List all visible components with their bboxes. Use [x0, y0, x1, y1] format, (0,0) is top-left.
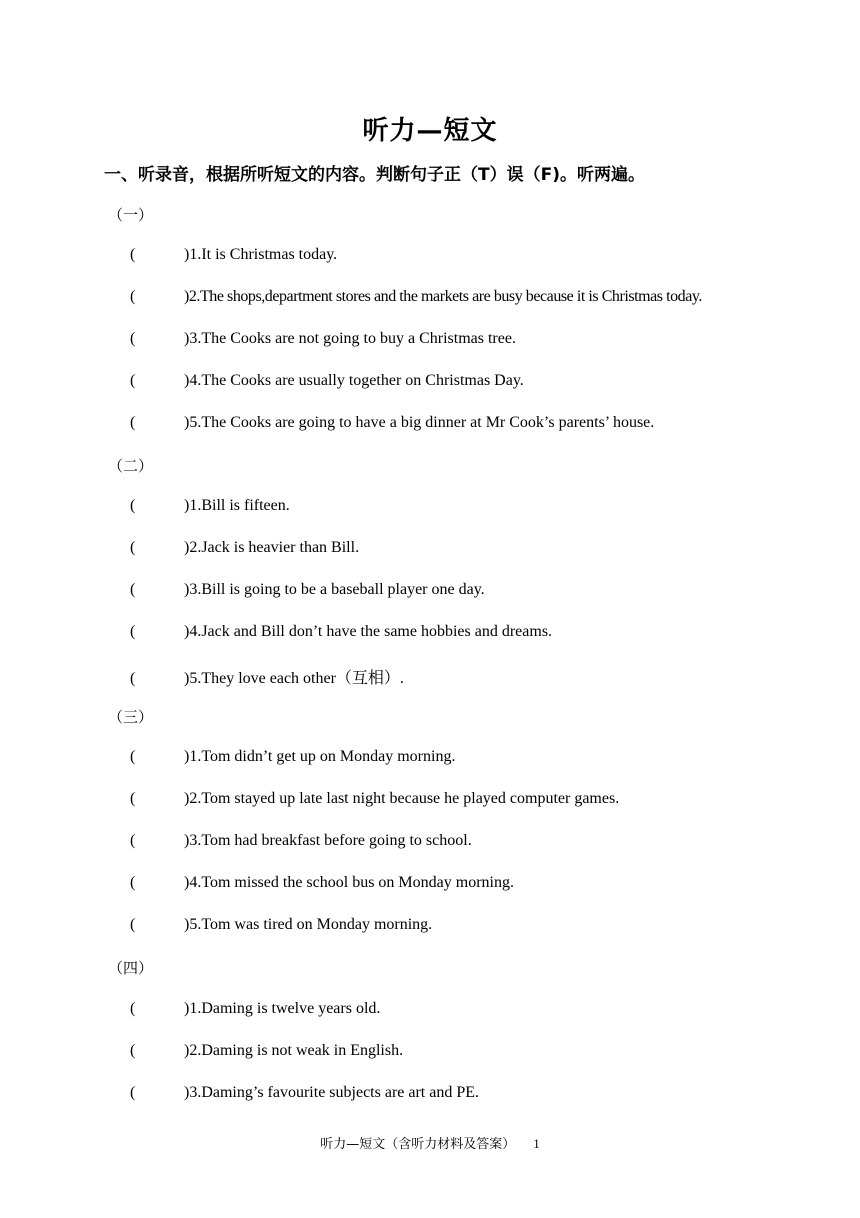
question-item [130, 497, 290, 515]
answer-bracket[interactable]: ( [130, 1084, 136, 1101]
answer-bracket[interactable]: ( [130, 790, 136, 807]
footer-text: 听力—短文（含听力材料及答案） [320, 1137, 516, 1152]
question-item [130, 832, 472, 850]
question-item [130, 539, 359, 557]
answer-bracket[interactable]: ( [130, 497, 136, 514]
question-text: )3.Daming’s favourite subjects are art and PE. [184, 1084, 480, 1101]
answer-bracket[interactable]: ( [130, 916, 136, 933]
answer-bracket[interactable]: ( [130, 874, 136, 891]
question-text: )3.Tom had breakfast before going to school. [184, 832, 472, 849]
question-item [130, 246, 337, 264]
question-item [130, 874, 514, 892]
question-item [130, 665, 404, 688]
question-text: )2.Daming is not weak in English. [184, 1042, 404, 1059]
answer-bracket[interactable]: ( [130, 330, 136, 347]
question-text: )4.Tom missed the school bus on Monday morning. [184, 874, 514, 891]
question-item [130, 1000, 380, 1018]
question-text: )3.The Cooks are not going to buy a Christmas tree. [184, 330, 516, 347]
page-footer [0, 1133, 860, 1152]
question-text: )5.They love each other（互相）. [184, 670, 404, 687]
answer-bracket[interactable]: ( [130, 748, 136, 765]
question-text: )2.The shops,department stores and the markets are busy because it is Christmas today. [184, 288, 702, 305]
question-text: )3.Bill is going to be a baseball player one day. [184, 581, 485, 598]
answer-bracket[interactable]: ( [130, 539, 136, 556]
question-text: )4.Jack and Bill don’t have the same hobbies and dreams. [184, 623, 553, 640]
section-label: （三） [108, 708, 154, 726]
question-item [130, 748, 455, 766]
answer-bracket[interactable]: ( [130, 414, 136, 431]
question-item [130, 916, 432, 934]
section-label: （一） [108, 206, 154, 224]
question-item [130, 581, 485, 599]
page-number: 1 [533, 1136, 540, 1151]
answer-bracket[interactable]: ( [130, 372, 136, 389]
answer-bracket[interactable]: ( [130, 832, 136, 849]
question-text: )1.It is Christmas today. [184, 246, 338, 263]
question-text: )2.Tom stayed up late last night because he played computer games. [184, 790, 620, 807]
answer-bracket[interactable]: ( [130, 670, 136, 687]
answer-bracket[interactable]: ( [130, 1042, 136, 1059]
question-item [130, 414, 654, 432]
question-item [130, 330, 516, 348]
section-label: （四） [108, 959, 154, 977]
answer-bracket[interactable]: ( [130, 246, 136, 263]
question-item [130, 623, 552, 641]
section-label: （二） [108, 457, 154, 475]
question-text: )5.Tom was tired on Monday morning. [184, 916, 433, 933]
answer-bracket[interactable]: ( [130, 1000, 136, 1017]
question-text: )4.The Cooks are usually together on Christmas Day. [184, 372, 524, 389]
question-item [130, 1042, 403, 1060]
question-item [130, 372, 524, 390]
question-text: )1.Daming is twelve years old. [184, 1000, 381, 1017]
question-text: )5.The Cooks are going to have a big dinner at Mr Cook’s parents’ house. [184, 414, 655, 431]
answer-bracket[interactable]: ( [130, 288, 136, 305]
page-title: 听力—短文 [362, 116, 498, 146]
question-text: )2.Jack is heavier than Bill. [184, 539, 360, 556]
question-item [130, 1084, 479, 1102]
question-item [130, 790, 619, 808]
answer-bracket[interactable]: ( [130, 623, 136, 640]
question-item [130, 288, 702, 306]
question-text: )1.Bill is fifteen. [184, 497, 290, 514]
answer-bracket[interactable]: ( [130, 581, 136, 598]
question-text: )1.Tom didn’t get up on Monday morning. [184, 748, 456, 765]
instruction-heading: 一、听录音，根据所听短文的内容。判断句子正（T）误（F)。听两遍。 [104, 165, 645, 185]
